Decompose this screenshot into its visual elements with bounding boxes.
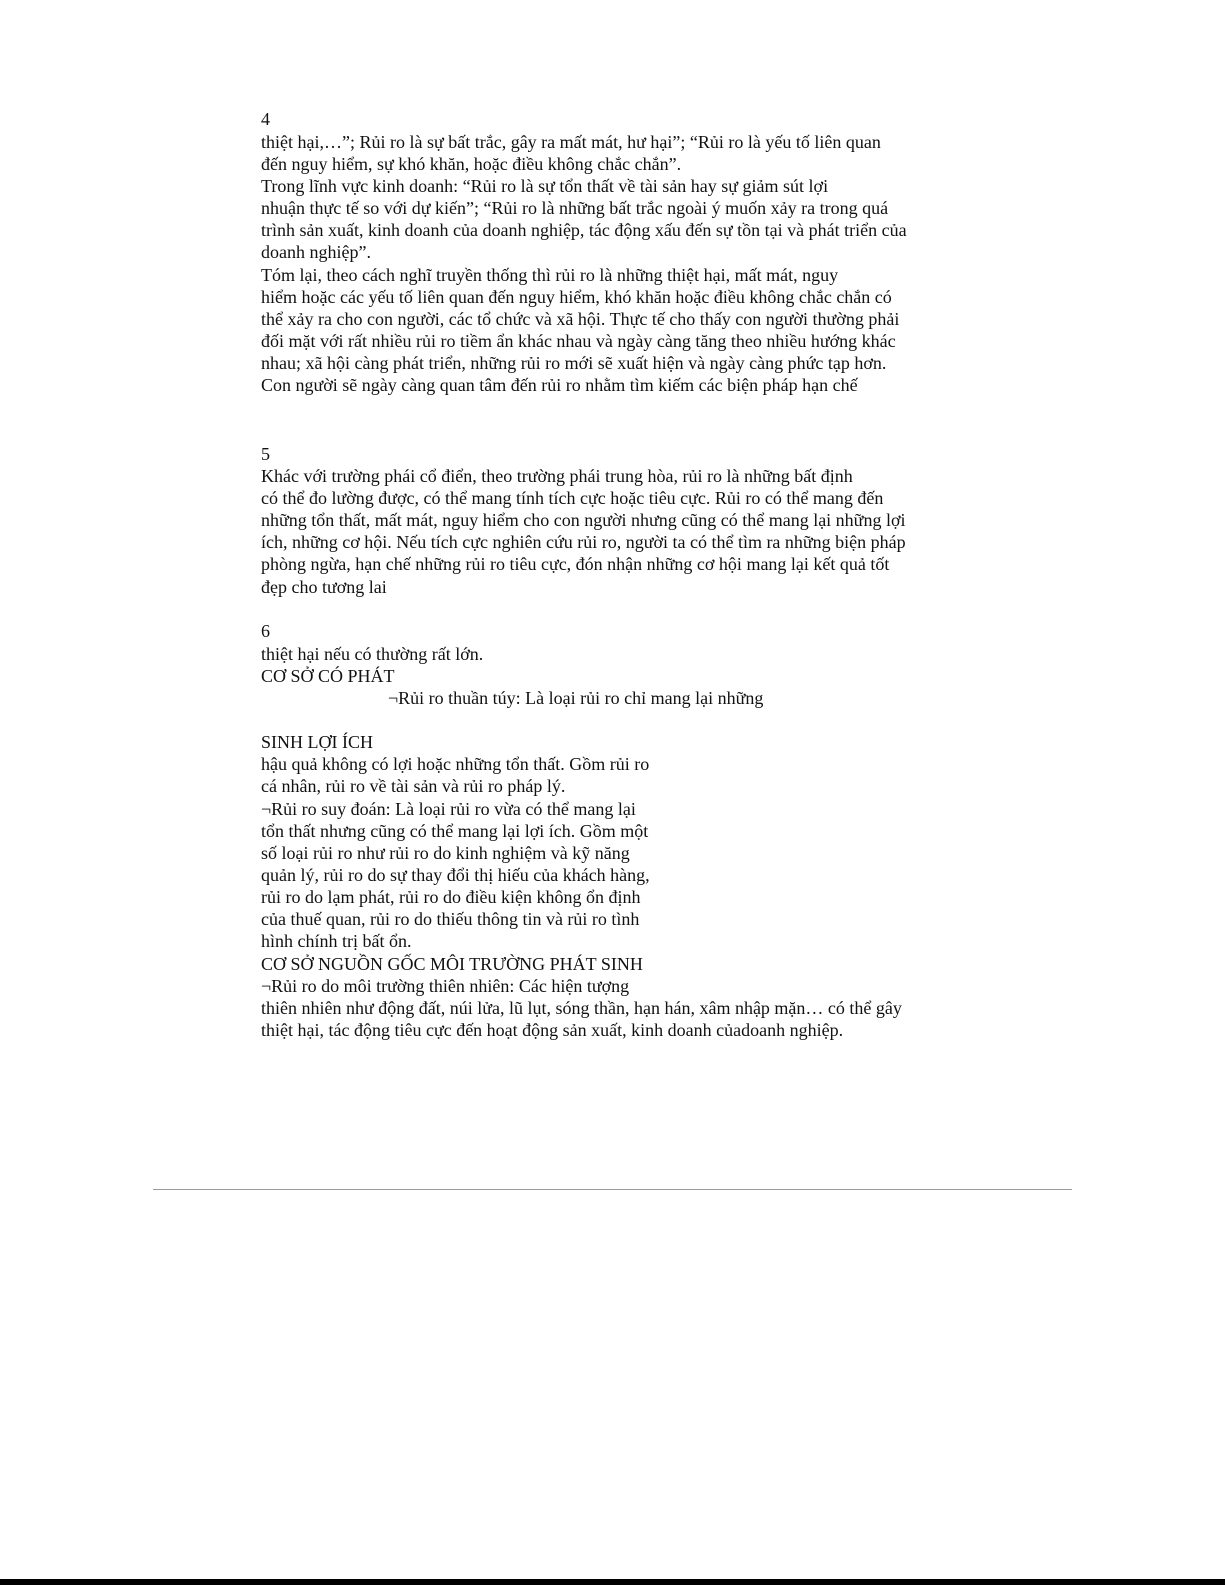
- text-line: thiệt hại nếu có thường rất lớn.: [261, 644, 484, 664]
- text-line: thiên nhiên như động đất, núi lửa, lũ lụt, sóng thần, hạn hán, xâm nhập mặn… có thể gây: [261, 998, 902, 1018]
- text-line: có thể đo lường được, có thể mang tính tích cực hoặc tiêu cực. Rủi ro có thể mang đến: [261, 488, 884, 508]
- text-line: tổn thất nhưng cũng có thể mang lại lợi ích. Gồm một: [261, 821, 649, 841]
- heading-line: CƠ SỞ CÓ PHÁT: [261, 666, 395, 686]
- text-line: quản lý, rủi ro do sự thay đổi thị hiếu của khách hàng,: [261, 865, 650, 885]
- text-line: hình chính trị bất ổn.: [261, 931, 412, 951]
- heading-line: SINH LỢI ÍCH: [261, 732, 373, 752]
- text-line: đối mặt với rất nhiều rủi ro tiềm ẩn khác nhau và ngày càng tăng theo nhiều hướng khác: [261, 331, 896, 351]
- text-line: thiệt hại,…”; Rủi ro là sự bất trắc, gây ra mất mát, hư hại”; “Rủi ro là yếu tố liên quan: [261, 132, 881, 152]
- text-line: đến nguy hiểm, sự khó khăn, hoặc điều không chắc chắn”.: [261, 154, 682, 174]
- page-divider: [153, 1189, 1072, 1190]
- page-number-5: 5: [261, 444, 270, 464]
- text-line: hiểm hoặc các yếu tố liên quan đến nguy hiểm, khó khăn hoặc điều không chắc chắn có: [261, 287, 892, 307]
- text-line: ¬Rủi ro do môi trường thiên nhiên: Các hiện tượng: [261, 976, 630, 996]
- text-line: Tóm lại, theo cách nghĩ truyền thống thì rủi ro là những thiệt hại, mất mát, nguy: [261, 265, 839, 285]
- text-line: nhau; xã hội càng phát triển, những rủi ro mới sẽ xuất hiện và ngày càng phức tạp hơn.: [261, 353, 887, 373]
- text-line: nhuận thực tế so với dự kiến”; “Rủi ro là những bất trắc ngoài ý muốn xảy ra trong quá: [261, 198, 889, 218]
- text-line: phòng ngừa, hạn chế những rủi ro tiêu cực, đón nhận những cơ hội mang lại kết quả tốt: [261, 554, 890, 574]
- text-line: trình sản xuất, kinh doanh của doanh nghiệp, tác động xấu đến sự tồn tại và phát triển của: [261, 220, 907, 240]
- text-line: của thuế quan, rủi ro do thiếu thông tin và rủi ro tình: [261, 909, 640, 929]
- text-line: những tổn thất, mất mát, nguy hiểm cho con người nhưng cũng có thể mang lại những lợi: [261, 510, 906, 530]
- text-line: hậu quả không có lợi hoặc những tổn thất. Gồm rủi ro: [261, 754, 650, 774]
- bottom-edge-bar: [0, 1579, 1225, 1585]
- text-line: thiệt hại, tác động tiêu cực đến hoạt động sản xuất, kinh doanh củadoanh nghiệp.: [261, 1020, 844, 1040]
- text-line: Trong lĩnh vực kinh doanh: “Rủi ro là sự tổn thất về tài sản hay sự giảm sút lợi: [261, 176, 829, 196]
- text-line: doanh nghiệp”.: [261, 242, 371, 262]
- page-number-4: 4: [261, 109, 270, 129]
- text-line: đẹp cho tương lai: [261, 577, 387, 597]
- text-line: thể xảy ra cho con người, các tổ chức và xã hội. Thực tế cho thấy con người thường phải: [261, 309, 900, 329]
- text-line: Khác với trường phái cổ điển, theo trường phái trung hòa, rủi ro là những bất định: [261, 466, 853, 486]
- text-line: ích, những cơ hội. Nếu tích cực nghiên cứu rủi ro, người ta có thể tìm ra những biện pháp: [261, 532, 906, 552]
- text-line: rủi ro do lạm phát, rủi ro do điều kiện không ổn định: [261, 887, 641, 907]
- text-line: cá nhân, rủi ro về tài sản và rủi ro pháp lý.: [261, 776, 566, 796]
- page-number-6: 6: [261, 621, 270, 641]
- heading-line: CƠ SỞ NGUỒN GỐC MÔI TRƯỜNG PHÁT SINH: [261, 954, 643, 974]
- text-line: Con người sẽ ngày càng quan tâm đến rủi ro nhằm tìm kiếm các biện pháp hạn chế: [261, 375, 858, 395]
- indented-line: ¬Rủi ro thuần túy: Là loại rủi ro chỉ mang lại những: [388, 688, 764, 708]
- text-line: ¬Rủi ro suy đoán: Là loại rủi ro vừa có thể mang lại: [261, 799, 636, 819]
- text-line: số loại rủi ro như rủi ro do kinh nghiệm và kỹ năng: [261, 843, 630, 863]
